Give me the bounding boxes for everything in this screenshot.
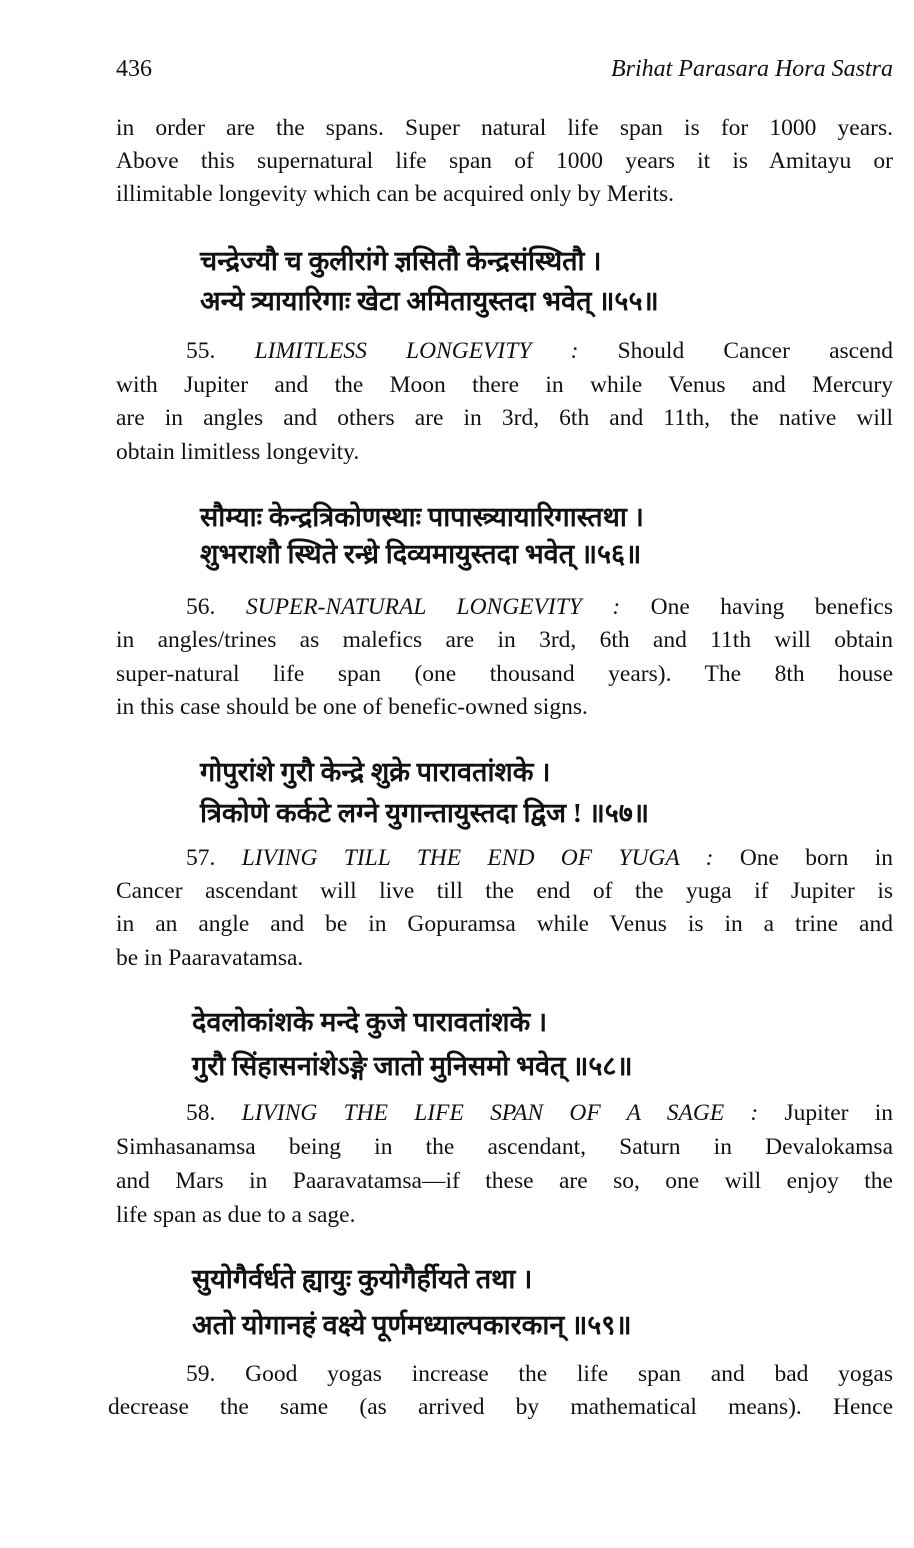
sanskrit-line: शुभराशौ स्थिते रन्ध्रे दिव्यमायुस्तदा भवेत् ॥५६॥ xyxy=(200,539,642,569)
text-line: in this case should be one of benefic-owned signs. xyxy=(116,694,588,720)
verse-heading-line: 59. Good yogas increase the life span and bad yogas xyxy=(186,1361,894,1387)
text-line: in angles/trines as malefics are in 3rd, 6th and 11th will obtain xyxy=(116,627,893,653)
sanskrit-line: अन्ये त्र्यायारिगाः खेटा अमितायुस्तदा भवेत् ॥५५॥ xyxy=(200,286,659,316)
text-line: with Jupiter and the Moon there in while Venus and Mercury xyxy=(116,372,893,398)
text-line: life span as due to a sage. xyxy=(116,1202,356,1228)
sanskrit-line: अतो योगानहं वक्ष्ये पूर्णमध्याल्पकारकान् ॥५९॥ xyxy=(192,1310,632,1340)
text-line: are in angles and others are in 3rd, 6th and 11th, the native will xyxy=(116,405,893,431)
verse-heading-line: 58. LIVING THE LIFE SPAN OF A SAGE : Jupiter in xyxy=(186,1100,893,1126)
text-line: Simhasanamsa being in the ascendant, Saturn in Devalokamsa xyxy=(116,1134,893,1160)
text-line: Above this supernatural life span of 1000 years it is Amitayu or xyxy=(116,148,893,174)
text-line: and Mars in Paaravatamsa—if these are so, one will enjoy the xyxy=(116,1168,893,1194)
sanskrit-line: गोपुरांशे गुरौ केन्द्रे शुक्रे पारावतांशके । xyxy=(200,757,551,787)
text-line: decrease the same (as arrived by mathematical means). Hence xyxy=(108,1394,893,1420)
sanskrit-line: चन्द्रेज्यौ च कुलीरांगे ज्ञसितौ केन्द्रसंस्थितौ । xyxy=(200,246,602,276)
text-line: super-natural life span (one thousand years). The 8th house xyxy=(116,661,893,687)
sanskrit-line: त्रिकोणे कर्कटे लग्ने युगान्तायुस्तदा द्विज ! ॥५७॥ xyxy=(200,798,650,828)
text-line: Cancer ascendant will live till the end of the yuga if Jupiter is xyxy=(116,878,893,904)
verse-heading-line: 55. LIMITLESS LONGEVITY : Should Cancer ascend xyxy=(186,338,894,364)
text-line: obtain limitless longevity. xyxy=(116,439,360,465)
book-title: Brihat Parasara Hora Sastra xyxy=(610,56,893,82)
sanskrit-line: गुरौ सिंहासनांशेऽङ्गे जातो मुनिसमो भवेत् ॥५८॥ xyxy=(192,1051,633,1081)
sanskrit-line: देवलोकांशके मन्दे कुजे पारावतांशके । xyxy=(192,1007,548,1037)
text-line: in order are the spans. Super natural life span is for 1000 years. xyxy=(116,115,893,141)
verse-heading-line: 57. LIVING TILL THE END OF YUGA : One born in xyxy=(186,845,893,871)
page-number: 436 xyxy=(116,56,152,82)
sanskrit-line: सुयोगैर्वर्धते ह्यायुः कुयोगैर्हीयते तथा । xyxy=(192,1264,533,1294)
running-title xyxy=(611,56,893,83)
verse-heading-line: 56. SUPER-NATURAL LONGEVITY : One having benefics xyxy=(186,594,894,620)
sanskrit-line: सौम्याः केन्द्रत्रिकोणस्थाः पापास्त्र्यायारिगास्तथा । xyxy=(200,502,644,532)
text-line: in an angle and be in Gopuramsa while Venus is in a trine and xyxy=(116,911,893,937)
text-line: illimitable longevity which can be acquired only by Merits. xyxy=(116,181,674,207)
text-line: be in Paaravatamsa. xyxy=(116,945,304,971)
